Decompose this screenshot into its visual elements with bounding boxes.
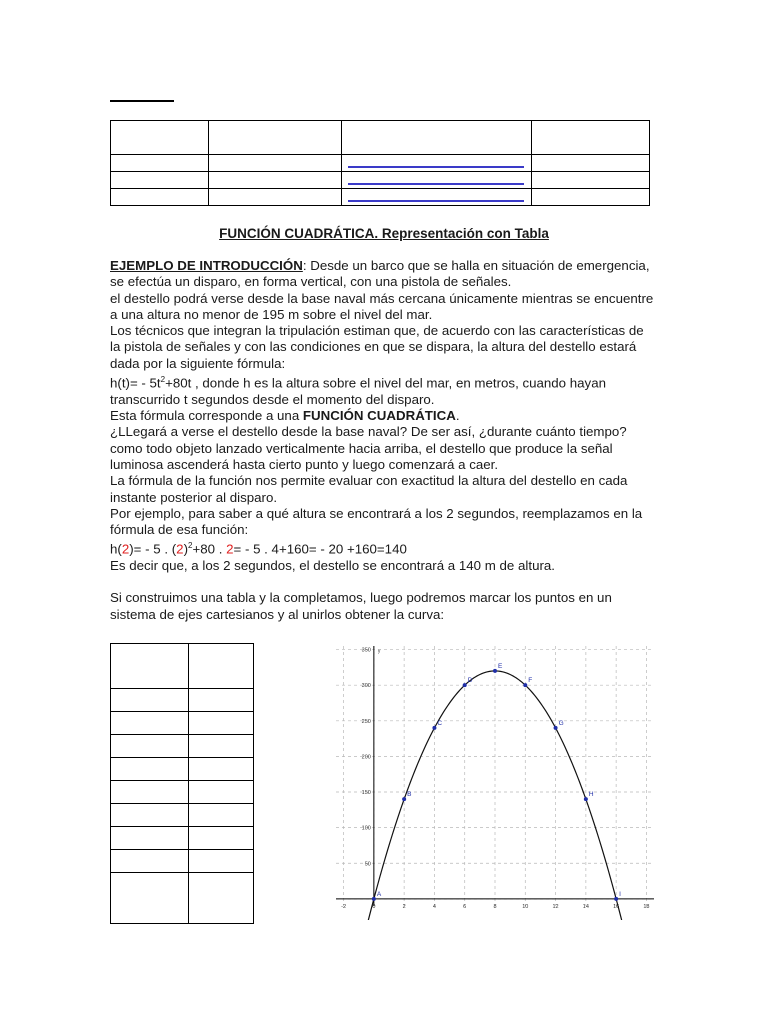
table-row	[111, 644, 254, 689]
point-label: E	[498, 662, 503, 670]
cell[interactable]	[342, 121, 532, 155]
cell[interactable]	[342, 172, 532, 189]
function-type-bold: FUNCIÓN CUADRÁTICA	[302, 408, 456, 424]
cell[interactable]	[111, 155, 209, 172]
data-point	[432, 726, 436, 730]
data-point	[493, 669, 497, 673]
table-cell[interactable]	[111, 758, 189, 781]
table-cell[interactable]	[189, 644, 254, 689]
x-tick-label: 4	[432, 903, 436, 910]
paragraph-evaluate: La fórmula de la función nos permite evaluar con exactitud la altura del destello en cada instante posterior al disparo.	[110, 473, 628, 505]
cell[interactable]	[208, 172, 342, 189]
table-cell[interactable]	[111, 827, 189, 850]
cell[interactable]	[208, 121, 342, 155]
table-row	[111, 712, 254, 735]
formula-exponent: 2	[160, 375, 166, 385]
table-cell[interactable]	[189, 873, 254, 924]
calc-text: +80 .	[192, 541, 227, 557]
table-cell[interactable]	[111, 644, 189, 689]
point-label: A	[376, 890, 382, 898]
x-tick-label: 6	[463, 903, 467, 910]
paragraph-table-intro: Si construimos una tabla y la completamos, luego podremos marcar los puntos en un sistema de ejes cartesianos y al unirlos obtener la curva:	[110, 590, 612, 622]
form-row	[111, 189, 650, 206]
data-point	[554, 726, 558, 730]
point-label: H	[588, 791, 594, 799]
intro-label: EJEMPLO DE INTRODUCCIÓN	[110, 258, 303, 273]
y-tick-label: 350	[361, 647, 371, 654]
table-cell[interactable]	[189, 758, 254, 781]
data-point	[584, 797, 588, 801]
table-row	[111, 689, 254, 712]
cell[interactable]	[532, 189, 650, 206]
page-title: FUNCIÓN CUADRÁTICA. Representación con Tabla	[219, 226, 549, 241]
table-row	[111, 873, 254, 924]
data-point	[402, 797, 406, 801]
table-cell[interactable]	[189, 827, 254, 850]
calculation-line	[110, 538, 655, 558]
calc-highlight: 2	[176, 541, 184, 557]
calc-highlight: 2	[121, 541, 130, 557]
table-cell[interactable]	[111, 873, 189, 924]
table-cell[interactable]	[111, 712, 189, 735]
data-point	[372, 897, 376, 901]
table-cell[interactable]	[189, 735, 254, 758]
y-tick-label: 250	[361, 718, 371, 725]
values-table	[110, 643, 254, 924]
paragraph-visibility: el destello podrá verse desde la base naval más cercana únicamente mientras se encuentre a una altura no menor de 195 m sobre el nivel del mar.	[110, 290, 654, 322]
paragraph-technicians: Los técnicos que integran la tripulación estiman que, de acuerdo con las características de la pistola de señales y con las condiciones en que se dispara, la altura del destello estará dada por la siguiente fórmula:	[110, 323, 644, 371]
intro-text: : Desde un barco que se halla en situación de emergencia, se efectúa un disparo, en forma vertical, con una pistola de señales.	[110, 258, 650, 290]
y-tick-label: 150	[361, 790, 371, 797]
header-form-table	[110, 120, 650, 206]
calc-text: )= - 5 . (	[129, 541, 177, 557]
x-tick-label: -2	[341, 903, 347, 910]
cell[interactable]	[532, 155, 650, 172]
calc-text: h(	[110, 541, 122, 557]
x-tick-label: 16	[613, 903, 620, 910]
paragraph-conclusion: Es decir que, a los 2 segundos, el destello se encontrará a 140 m de altura.	[110, 558, 555, 574]
table-row	[111, 827, 254, 850]
y-tick-label: 50	[364, 861, 371, 868]
intro-paragraph	[110, 258, 655, 291]
table-row	[111, 804, 254, 827]
data-point	[523, 683, 527, 687]
table-cell[interactable]	[111, 781, 189, 804]
cell[interactable]	[111, 172, 209, 189]
data-point	[614, 897, 618, 901]
top-underline	[110, 100, 174, 102]
point-label: C	[437, 719, 443, 727]
point-label: I	[619, 890, 621, 898]
blank-link-line[interactable]	[348, 166, 524, 168]
formula-paragraph	[110, 372, 655, 408]
table-cell[interactable]	[189, 689, 254, 712]
x-tick-label: 8	[493, 903, 497, 910]
text: .	[455, 408, 460, 424]
document-body	[110, 258, 655, 623]
x-tick-label: 10	[522, 903, 529, 910]
x-tick-label: 0	[372, 903, 376, 910]
cell[interactable]	[208, 189, 342, 206]
parabola-chart	[336, 640, 658, 920]
y-axis-label: y	[377, 648, 381, 655]
cell[interactable]	[532, 121, 650, 155]
table-cell[interactable]	[189, 781, 254, 804]
paragraph-function-type	[110, 408, 655, 424]
table-cell[interactable]	[111, 689, 189, 712]
y-tick-label: 300	[361, 683, 371, 690]
form-row	[111, 172, 650, 189]
table-row	[111, 735, 254, 758]
point-label: B	[407, 791, 412, 799]
x-tick-label: 14	[582, 903, 589, 910]
calc-text: = - 5 . 4+160= - 20 +160=140	[233, 541, 407, 557]
cell[interactable]	[111, 189, 209, 206]
x-tick-label: 18	[643, 903, 650, 910]
cell[interactable]	[342, 155, 532, 172]
table-cell[interactable]	[111, 850, 189, 873]
calc-exponent: 2	[188, 541, 193, 551]
data-point	[463, 683, 467, 687]
cell[interactable]	[532, 172, 650, 189]
y-tick-label: 100	[361, 825, 371, 832]
point-label: F	[528, 677, 533, 685]
calc-text: )	[183, 541, 188, 557]
cell[interactable]	[208, 155, 342, 172]
point-label: G	[558, 719, 564, 727]
table-row	[111, 758, 254, 781]
table-cell[interactable]	[111, 735, 189, 758]
x-tick-label: 2	[402, 903, 406, 910]
table-row	[111, 781, 254, 804]
paragraph-question: ¿LLegará a verse el destello desde la base naval? De ser así, ¿durante cuánto tiempo? como todo objeto lanzado verticalmente hacia arriba, el destello que produce la señal luminosa ascenderá hasta cierto punto y luego comenzará a caer.	[110, 424, 627, 472]
blank-link-line[interactable]	[348, 183, 524, 185]
formula-h: h(t)= - 5t	[110, 375, 161, 391]
form-row	[111, 155, 650, 172]
y-tick-label: 200	[361, 754, 371, 761]
table-cell[interactable]	[189, 804, 254, 827]
cell[interactable]	[111, 121, 209, 155]
point-label: D	[467, 677, 473, 685]
table-cell[interactable]	[189, 850, 254, 873]
x-tick-label: 12	[552, 903, 559, 910]
table-cell[interactable]	[189, 712, 254, 735]
paragraph-example: Por ejemplo, para saber a qué altura se encontrará a los 2 segundos, reemplazamos en la fórmula de esa función:	[110, 505, 643, 538]
text: Esta fórmula corresponde a una	[110, 408, 303, 424]
calc-highlight: 2	[226, 541, 234, 557]
blank-link-line[interactable]	[348, 200, 524, 202]
table-cell[interactable]	[111, 804, 189, 827]
formula-rest: +80t , donde h es la altura sobre el nivel del mar, en metros, cuando hayan transcurrido t segundos desde el momento del disparo.	[110, 375, 606, 407]
header-row	[111, 121, 650, 155]
cell[interactable]	[342, 189, 532, 206]
table-row	[111, 850, 254, 873]
